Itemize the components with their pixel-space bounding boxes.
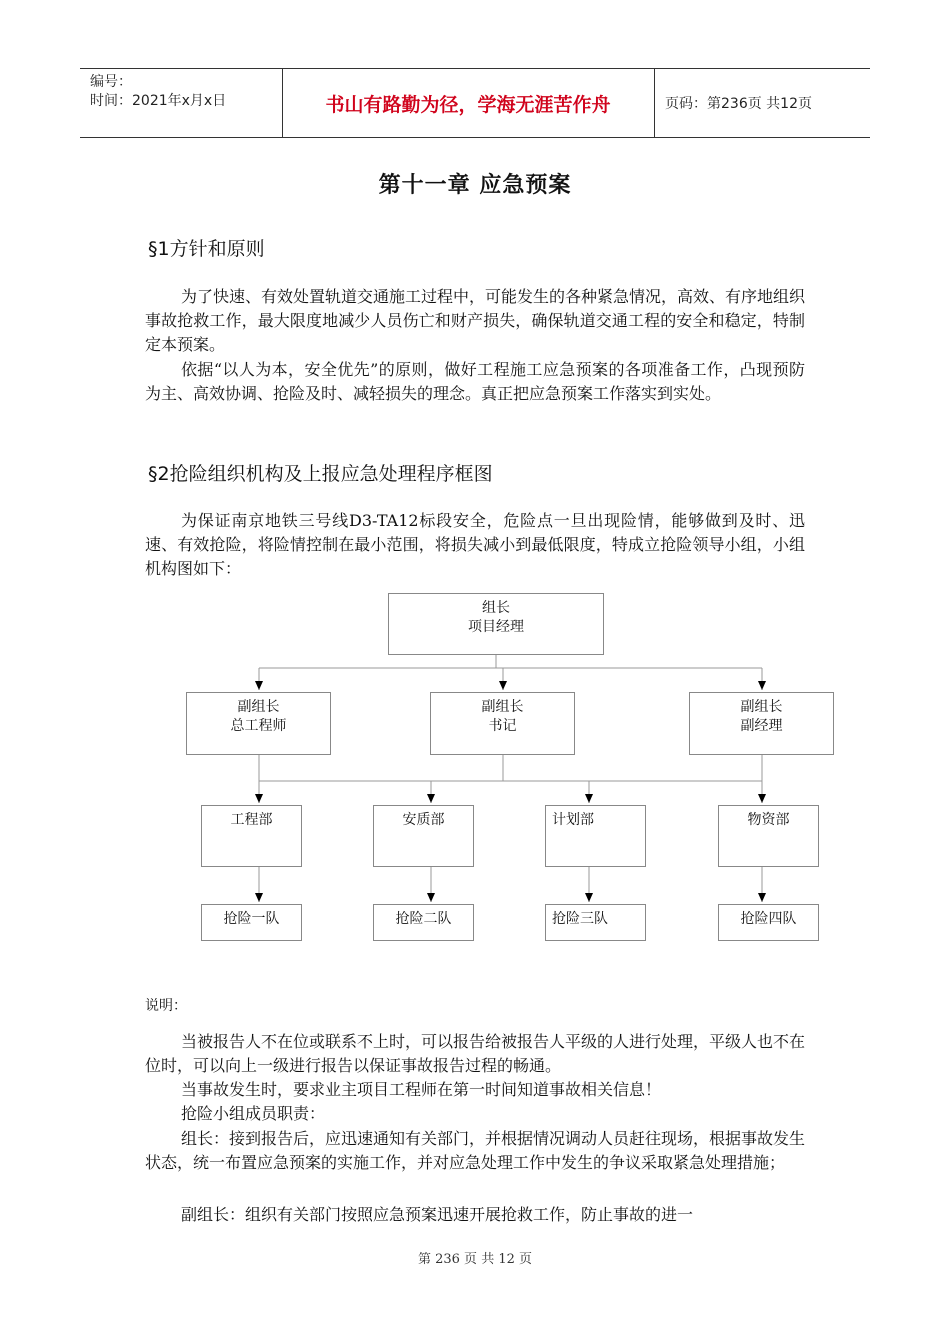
- org-department-label: 物资部: [747, 812, 790, 828]
- org-title: 总工程师: [230, 718, 287, 734]
- org-box-team: [373, 904, 474, 941]
- org-box-department: [373, 805, 474, 867]
- page-footer: 第 236 页 共 12 页: [417, 1252, 533, 1267]
- notes-label: 说明：: [145, 998, 187, 1014]
- org-role: 副组长: [740, 699, 783, 715]
- paragraph: 为保证南京地铁三号线D3-TA12标段安全，危险点一旦出现险情，能够做到及时、迅速、有效抢险，将险情控制在最小范围，将损失减小到最低限度，特成立抢险领导小组，小组机构图如下：: [145, 511, 805, 578]
- org-role: 副组长: [237, 699, 280, 715]
- org-team-label: 抢险三队: [552, 911, 608, 927]
- document-date: 时间：2021年x月x日: [90, 93, 227, 109]
- org-box-department: [201, 805, 302, 867]
- org-box-team: [545, 904, 646, 941]
- paragraph: 依据“以人为本，安全优先”的原则，做好工程施工应急预案的各项准备工作，凸现预防为主、高效协调、抢险及时、减轻损失的理念。真正把应急预案工作落实到实处。: [145, 360, 805, 403]
- chapter-title: 第十一章 应急预案: [378, 173, 572, 198]
- paragraph: 抢险小组成员职责：: [181, 1104, 326, 1123]
- org-box-team: [718, 904, 819, 941]
- paragraph: 当事故发生时，要求业主项目工程师在第一时间知道事故相关信息！: [181, 1080, 662, 1099]
- header-page-number: 页码：第236页 共12页: [665, 96, 812, 112]
- org-department-label: 工程部: [230, 812, 273, 828]
- org-title: 副经理: [740, 718, 783, 734]
- section-heading-organization: §2抢险组织机构及上报应急处理程序框图: [148, 463, 493, 485]
- org-box-department: [545, 805, 646, 867]
- paragraph: 当被报告人不在位或联系不上时，可以报告给被报告人平级的人进行处理，平级人也不在位时，可以向上一级进行报告以保证事故报告过程的畅通。: [145, 1032, 806, 1075]
- org-role: 副组长: [481, 699, 524, 715]
- paragraph: 组长：接到报告后，应迅速通知有关部门，并根据情况调动人员赶往现场，根据事故发生状态，统一布置应急预案的实施工作，并对应急处理工作中发生的争议采取紧急处理措施；: [145, 1129, 806, 1172]
- org-box-deputy: [689, 692, 834, 755]
- org-team-label: 抢险一队: [223, 911, 280, 927]
- section-heading-principles: §1方针和原则: [148, 238, 265, 260]
- org-department-label: 计划部: [552, 812, 594, 828]
- org-title: 书记: [488, 718, 517, 734]
- org-box-deputy: [186, 692, 331, 755]
- paragraph: 副组长：组织有关部门按照应急预案迅速开展抢救工作，防止事故的进一: [181, 1205, 694, 1224]
- org-team-label: 抢险二队: [395, 911, 452, 927]
- org-title: 项目经理: [468, 619, 524, 635]
- org-department-label: 安质部: [402, 812, 445, 828]
- paragraph: 为了快速、有效处置轨道交通施工过程中，可能发生的各种紧急情况，高效、有序地组织事故抢救工作，最大限度地减少人员伤亡和财产损失，确保轨道交通工程的安全和稳定，特制定本预案。: [145, 287, 806, 354]
- org-team-label: 抢险四队: [740, 911, 797, 927]
- org-box-deputy: [430, 692, 575, 755]
- org-role: 组长: [482, 600, 510, 616]
- org-box-leader: [388, 593, 604, 655]
- org-box-team: [201, 904, 302, 941]
- header-motto: 书山有路勤为径，学海无涯苦作舟: [325, 93, 611, 116]
- document-number: 编号：: [90, 74, 132, 90]
- org-box-department: [718, 805, 819, 867]
